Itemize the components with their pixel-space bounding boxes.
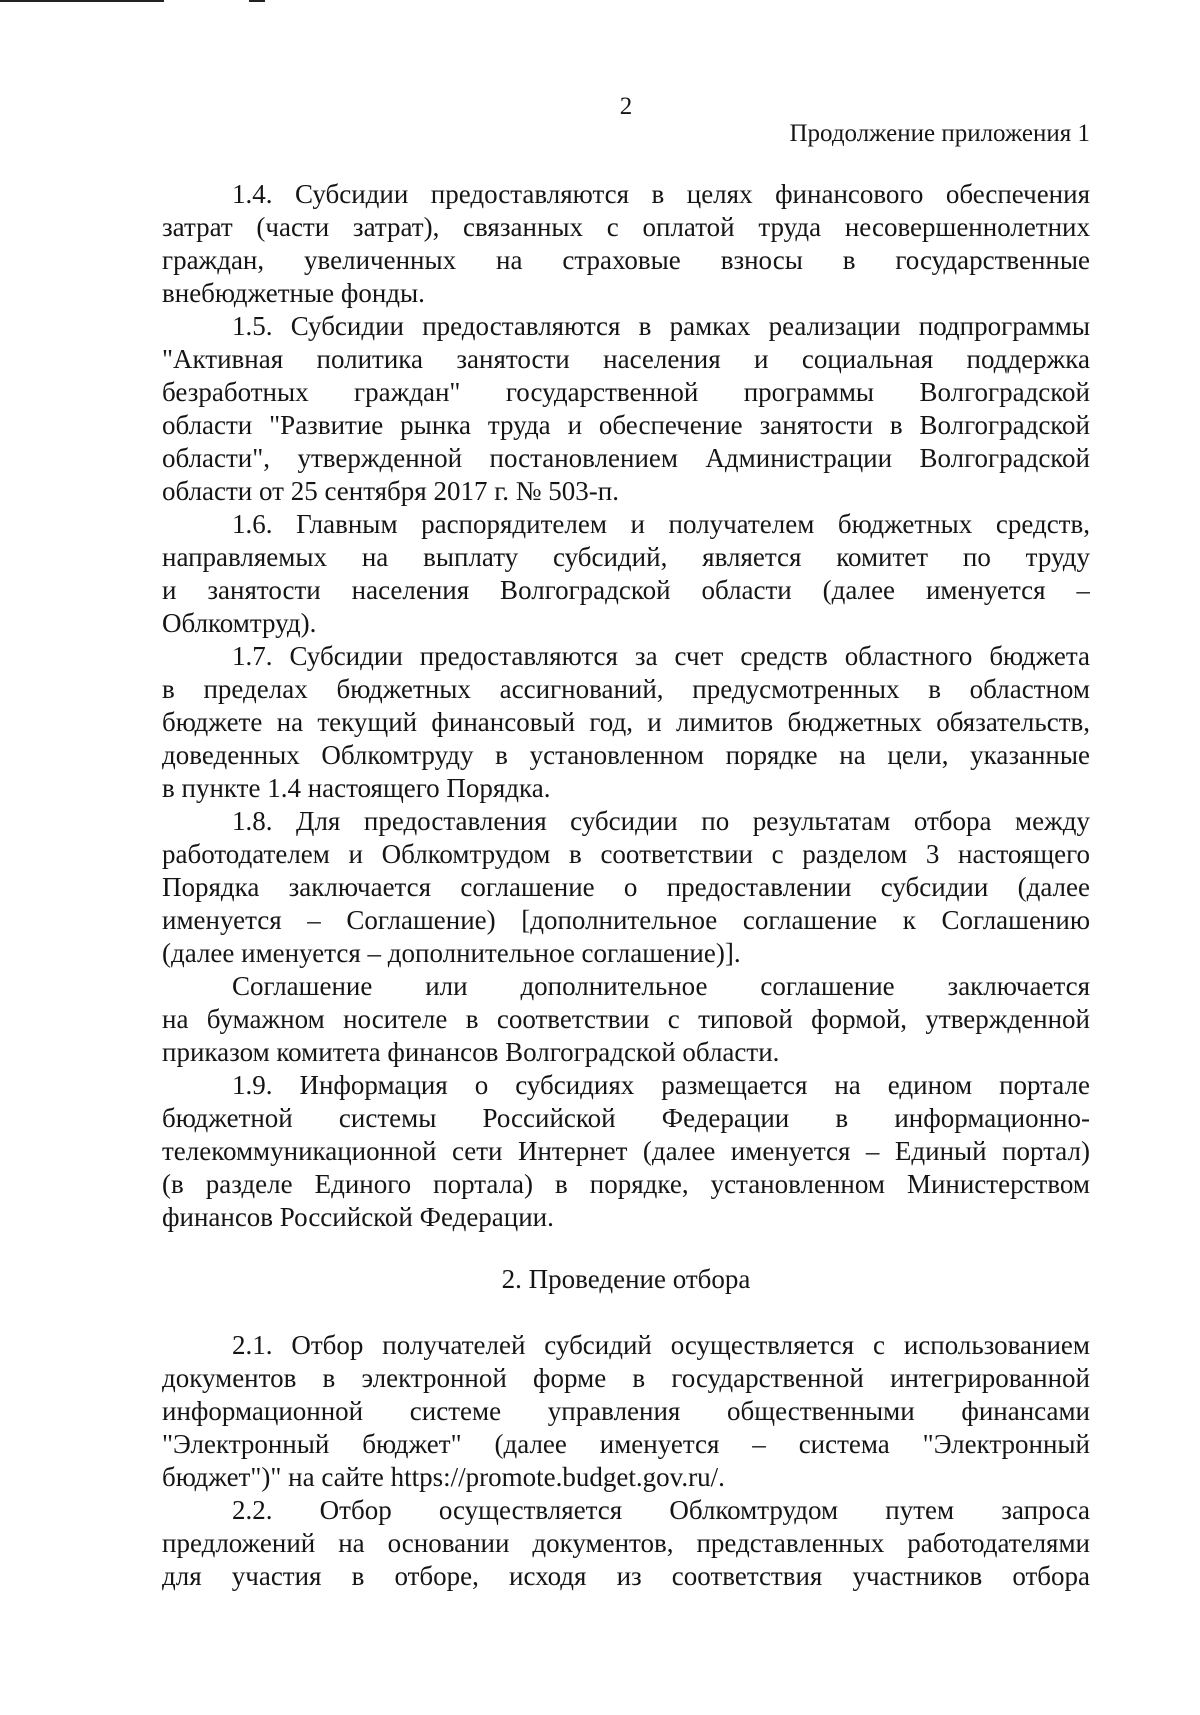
text-line: 1.6. Главным распорядителем и получателем бюджетных средств,	[232, 509, 1090, 539]
text-line: именуется – Соглашение) [дополнительное соглашение к Соглашению	[162, 905, 1090, 935]
text-line: граждан, увеличенных на страховые взносы в государственные	[162, 245, 1090, 275]
text-line: в пределах бюджетных ассигнований, предусмотренных в областном	[162, 674, 1090, 704]
text-line: доведенных Облкомтруду в установленном порядке на цели, указанные	[162, 740, 1090, 770]
text-line: бюджетной системы Российской Федерации в информационно-	[162, 1103, 1090, 1133]
paragraph-1-9	[162, 1069, 1090, 1234]
text-line: 1.4. Субсидии предоставляются в целях финансового обеспечения	[232, 179, 1090, 209]
text-line: "Электронный бюджет" (далее именуется – система "Электронный	[162, 1429, 1090, 1459]
paragraph-1-7	[162, 640, 1090, 805]
text-line: телекоммуникационной сети Интернет (далее именуется – Единый портал)	[162, 1136, 1090, 1166]
text-line: направляемых на выплату субсидий, является комитет по труду	[162, 542, 1090, 572]
section-2-body	[162, 1329, 1090, 1593]
text-line: 1.9. Информация о субсидиях размещается на едином портале	[232, 1070, 1090, 1100]
paragraph-1-4	[162, 178, 1090, 310]
text-line: 2.1. Отбор получателей субсидий осуществляется с использованием	[232, 1330, 1090, 1360]
page-number: 2	[619, 93, 633, 120]
text-line: информационной системе управления общественными финансами	[162, 1396, 1090, 1426]
section-1-body	[162, 178, 1090, 1234]
text-line: для участия в отборе, исходя из соответствия участников отбора	[162, 1561, 1090, 1591]
text-line: приказом комитета финансов Волгоградской области.	[162, 1037, 780, 1067]
section-2-heading: 2. Проведение отбора	[501, 1264, 751, 1294]
paragraph-1-8	[162, 805, 1090, 970]
text-line: бюджете на текущий финансовый год, и лимитов бюджетных обязательств,	[162, 707, 1090, 737]
paragraph-1-8-agreement-form	[162, 970, 1090, 1069]
text-line: документов в электронной форме в государственной интегрированной	[162, 1363, 1090, 1393]
text-line: Порядка заключается соглашение о предоставлении субсидии (далее	[162, 872, 1090, 902]
text-line: бюджет")" на сайте https://promote.budget.gov.ru/.	[162, 1462, 725, 1492]
text-line: Соглашение или дополнительное соглашение заключается	[232, 971, 1090, 1001]
text-line: области от 25 сентября 2017 г. № 503-п.	[162, 476, 619, 506]
paragraph-1-6	[162, 508, 1090, 640]
text-line: Облкомтруд).	[162, 608, 317, 638]
text-line: затрат (части затрат), связанных с оплатой труда несовершеннолетних	[162, 212, 1090, 242]
text-line: "Активная политика занятости населения и социальная поддержка	[162, 344, 1090, 374]
text-line: 1.5. Субсидии предоставляются в рамках реализации подпрограммы	[232, 311, 1090, 341]
text-line: (далее именуется – дополнительное соглашение)].	[162, 938, 741, 968]
text-line: 2.2. Отбор осуществляется Облкомтрудом путем запроса	[232, 1495, 1090, 1525]
text-line: работодателем и Облкомтрудом в соответствии с разделом 3 настоящего	[162, 839, 1090, 869]
text-line: в пункте 1.4 настоящего Порядка.	[162, 773, 551, 803]
text-line: финансов Российской Федерации.	[162, 1202, 554, 1232]
text-line: области "Развитие рынка труда и обеспечение занятости в Волгоградской	[162, 410, 1090, 440]
paragraph-2-1	[162, 1329, 1090, 1494]
text-line: внебюджетные фонды.	[162, 278, 425, 308]
text-line: безработных граждан" государственной программы Волгоградской	[162, 377, 1090, 407]
text-line: 1.8. Для предоставления субсидии по результатам отбора между	[232, 806, 1090, 836]
scan-edge-mark	[249, 0, 265, 2]
text-line: (в разделе Единого портала) в порядке, установленном Министерством	[162, 1169, 1090, 1199]
paragraph-2-2	[162, 1494, 1090, 1593]
paragraph-1-5	[162, 310, 1090, 508]
text-line: на бумажном носителе в соответствии с типовой формой, утвержденной	[162, 1004, 1090, 1034]
text-line: предложений на основании документов, представленных работодателями	[162, 1528, 1090, 1558]
appendix-continuation-label: Продолжение приложения 1	[789, 120, 1090, 147]
scan-edge-mark	[0, 0, 164, 2]
text-line: и занятости населения Волгоградской области (далее именуется –	[162, 575, 1090, 605]
text-line: области", утвержденной постановлением Администрации Волгоградской	[162, 443, 1090, 473]
text-line: 1.7. Субсидии предоставляются за счет средств областного бюджета	[232, 641, 1090, 671]
